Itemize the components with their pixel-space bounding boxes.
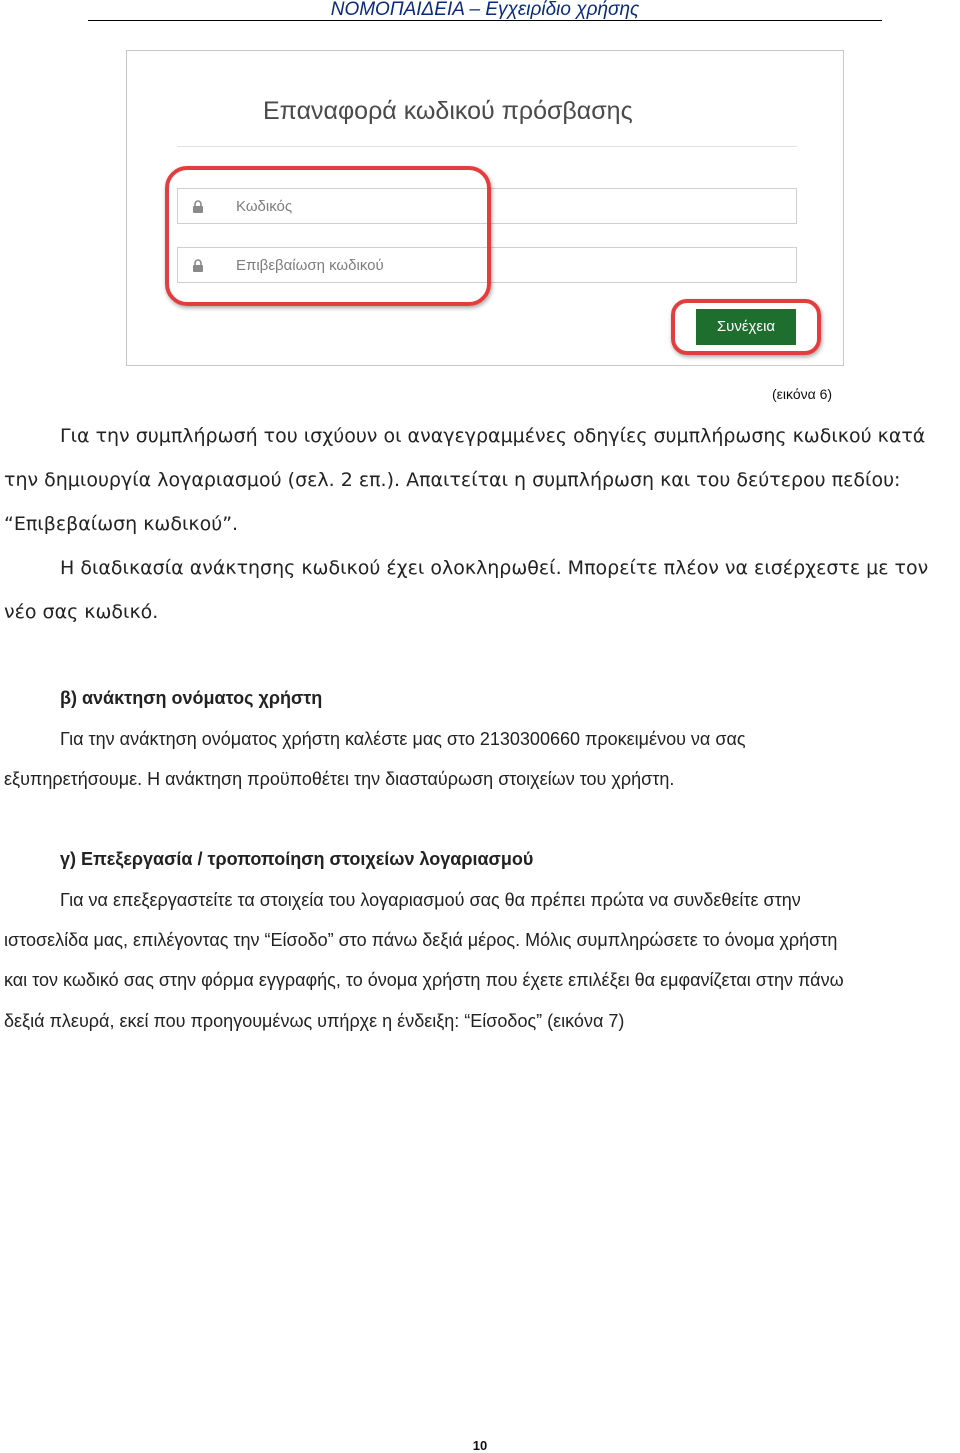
paragraph-line: ιστοσελίδα μας, επιλέγοντας την “Είσοδο” στο πάνω δεξιά μέρος. Μόλις συμπληρώσετε το όνομα χρήστη: [4, 930, 838, 950]
reset-password-screenshot: [126, 50, 844, 366]
confirm-password-placeholder: Επιβεβαίωση κωδικού: [236, 257, 384, 274]
paragraph-line: Για να επεξεργαστείτε τα στοιχεία του λογαριασμού σας θα πρέπει πρώτα να συνδεθείτε στην: [60, 890, 801, 910]
password-placeholder: Κωδικός: [236, 198, 293, 215]
reset-password-title: Επαναφορά κωδικού πρόσβασης: [263, 97, 633, 125]
continue-button[interactable]: Συνέχεια: [696, 309, 796, 345]
figure-caption: (εικόνα 6): [772, 386, 833, 402]
page-header: ΝΟΜΟΠΑΙΔΕΙΑ – Εγχειρίδιο χρήσης: [88, 0, 882, 21]
paragraph-line: και τον κωδικό σας στην φόρμα εγγραφής, το όνομα χρήστη που έχετε επιλέξει θα εμφανίζεται στην πάνω: [4, 970, 844, 990]
paragraph-line: νέο σας κωδικό.: [4, 601, 159, 623]
page-number: 10: [472, 1438, 488, 1453]
section-heading-username: β) ανάκτηση ονόματος χρήστη: [60, 688, 323, 708]
fields-highlight: [165, 166, 491, 306]
paragraph-line: Η διαδικασία ανάκτησης κωδικού έχει ολοκληρωθεί. Μπορείτε πλέον να εισέρχεστε με τον: [60, 557, 929, 579]
section-heading-account-edit: γ) Επεξεργασία / τροποποίηση στοιχείων λογαριασμού: [60, 849, 534, 869]
paragraph-line: την δημιουργία λογαριασμού (σελ. 2 επ.). Απαιτείται η συμπλήρωση και του δεύτερου πεδίου:: [4, 469, 901, 491]
button-highlight: [671, 299, 821, 355]
paragraph-line: δεξιά πλευρά, εκεί που προηγουμένως υπήρχε η ένδειξη: “Είσοδος” (εικόνα 7): [4, 1011, 625, 1031]
paragraph-line: Για την συμπλήρωσή του ισχύουν οι αναγεγραμμένες οδηγίες συμπλήρωσης κωδικού κατά: [60, 425, 926, 447]
paragraph-line: εξυπηρετήσουμε. Η ανάκτηση προϋποθέτει την διασταύρωση στοιχείων του χρήστη.: [4, 769, 675, 789]
paragraph-line: Για την ανάκτηση ονόματος χρήστη καλέστε μας στο 2130300660 προκειμένου να σας: [60, 729, 746, 749]
paragraph-line: “Επιβεβαίωση κωδικού”.: [4, 513, 239, 535]
title-divider: [177, 146, 797, 147]
